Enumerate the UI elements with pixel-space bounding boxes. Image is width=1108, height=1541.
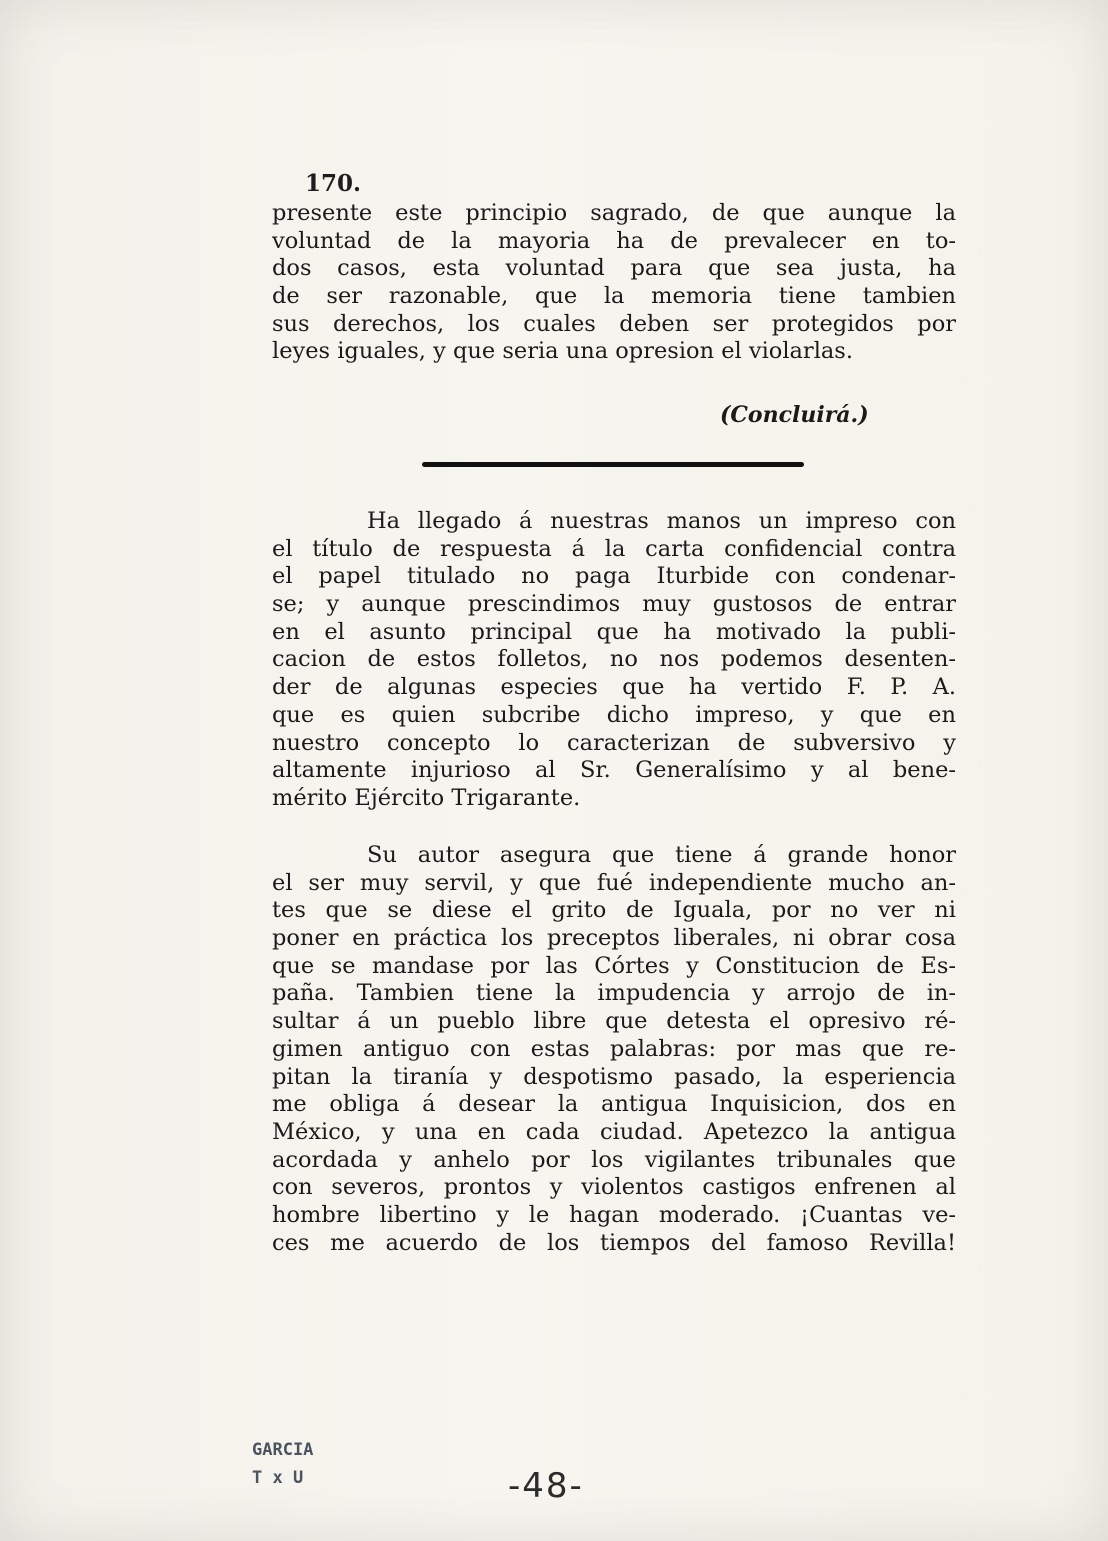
section-divider [422, 462, 804, 467]
text-line: der de algunas especies que ha vertido F. P. A. [272, 674, 956, 701]
stamp-line: T x U [252, 1468, 304, 1488]
text-line: el ser muy servil, y que fué independiente mucho an- [272, 869, 956, 896]
text-line: leyes iguales, y que seria una opresion el violarlas. [272, 338, 854, 365]
text-line: voluntad de la mayoria ha de prevalecer en to- [272, 227, 956, 254]
stamp-line: GARCIA [252, 1440, 314, 1460]
text-line: con severos, prontos y violentos castigos enfrenen al [272, 1174, 956, 1201]
text-line: que se mandase por las Córtes y Constitucion de Es- [272, 952, 956, 979]
text-line: pitan la tiranía y despotismo pasado, la esperiencia [272, 1063, 956, 1090]
library-stamp [252, 1436, 313, 1492]
text-line: sultar á un pueblo libre que detesta el opresivo ré- [272, 1008, 956, 1035]
text-line: Su autor asegura que tiene á grande honor [367, 842, 956, 868]
text-line: ces me acuerdo de los tiempos del famoso Revilla! [272, 1229, 956, 1256]
text-line: el título de respuesta á la carta confidencial contra [272, 535, 956, 562]
paragraph-3 [272, 842, 956, 1257]
text-line: acordada y anhelo por los vigilantes tribunales que [272, 1146, 956, 1173]
paragraph-2 [272, 508, 956, 813]
handwritten-folio: -48- [508, 1466, 584, 1506]
text-line: altamente injurioso al Sr. Generalísimo y al bene- [272, 757, 956, 784]
text-line: en el asunto principal que ha motivado la publi- [272, 618, 956, 645]
text-line: gimen antiguo con estas palabras: por mas que re- [272, 1035, 956, 1062]
text-line: nuestro concepto lo caracterizan de subversivo y [272, 729, 956, 756]
text-line: dos casos, esta voluntad para que sea justa, ha [272, 255, 956, 282]
text-line: el papel titulado no paga Iturbide con condenar- [272, 563, 956, 590]
text-line: presente este principio sagrado, de que aunque la [272, 200, 956, 226]
text-line: mérito Ejército Trigarante. [272, 784, 581, 811]
text-line: que es quien subcribe dicho impreso, y que en [272, 701, 956, 728]
text-line: hombre libertino y le hagan moderado. ¡Cuantas ve- [272, 1201, 956, 1228]
text-line: cacion de estos folletos, no nos podemos desenten- [272, 646, 956, 673]
text-line: sus derechos, los cuales deben ser protegidos por [272, 310, 956, 337]
text-line: tes que se diese el grito de Iguala, por no ver ni [272, 897, 956, 924]
continuation-note: (Concluirá.) [720, 402, 869, 428]
text-line: México, y una en cada ciudad. Apetezco la antigua [272, 1118, 956, 1145]
text-line: se; y aunque prescindimos muy gustosos de entrar [272, 591, 956, 618]
paragraph-1 [272, 200, 956, 366]
page-number: 170. [305, 170, 362, 197]
text-line: poner en práctica los preceptos liberales, ni obrar cosa [272, 925, 956, 952]
text-line: paña. Tambien tiene la impudencia y arrojo de in- [272, 980, 956, 1007]
text-line: de ser razonable, que la memoria tiene tambien [272, 283, 956, 310]
text-line: me obliga á desear la antigua Inquisicion, dos en [272, 1091, 956, 1118]
text-line: Ha llegado á nuestras manos un impreso con [367, 508, 956, 534]
